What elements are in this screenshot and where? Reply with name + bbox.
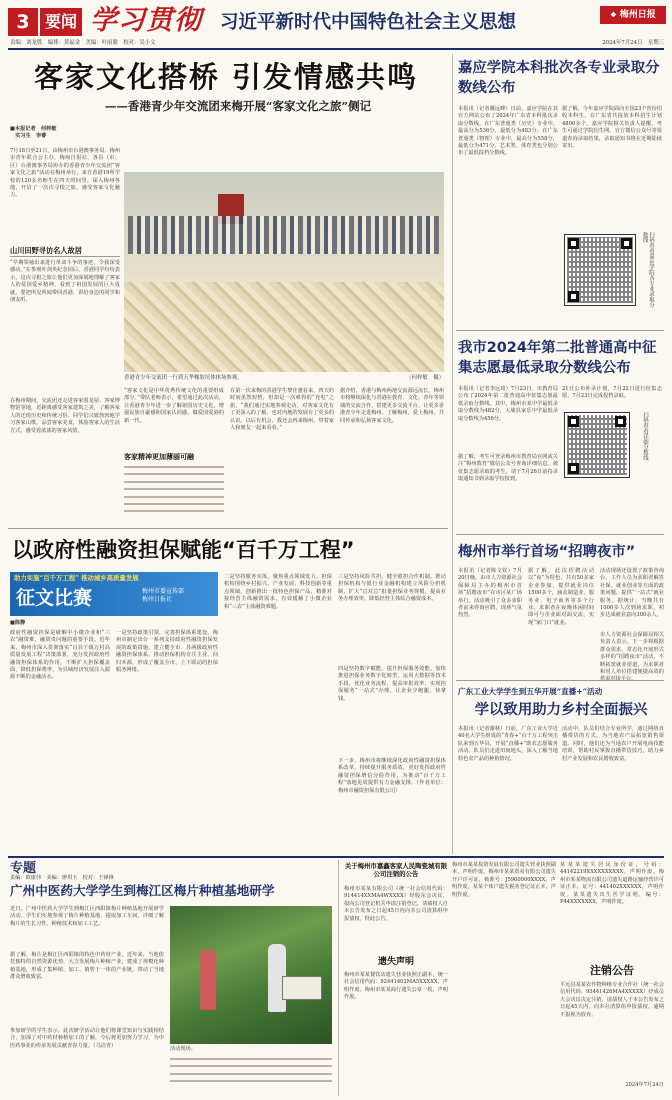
photo-caption-text: 香港青少年交流团一行到五华橡胶坑体体场参观。 (124, 375, 243, 381)
tcm-photo-person (200, 950, 216, 1010)
gdut-paragraph-1: 本报讯（记者谢林）日前，广东工业大学近40名大学生组成的“青春+”百千万工程突击队来到五华县，开展“直播+”助农志愿服务活动。队员们走进田间地头，深入了解当地特色农产品的种植情况。 (458, 726, 558, 762)
admission-title: 嘉应学院本科批次各专业录取分数线公布 (458, 60, 660, 96)
highschool-bottom-rule (456, 534, 664, 535)
paper-logo (600, 6, 666, 24)
lead-paragraph-5: 在第一次来梅的香港学生黎佳蕙看来，四天的时间虽然短暂，但却是一次难得的“充电”之旅，“我们通过实地参观走访，对客家文化有了更深入的了解，也对内地的发展有了更多的认识。以后有机会，我还会再来梅州，带着家人和朋友一起来看看。” (230, 388, 334, 432)
recruit-paragraph-2: 据了解，此次招聘活动以“夜”为特色，共有50多家企业参加，提供就业岗位1500多个，涵盖制造业、服务业、电子商务等多个行业。求职者在夜晚休闲时间即可与企业面对面交流，实现“家门口”就业。 (528, 568, 594, 626)
finance-paragraph-3: 二是坚持服务实体，聚焦重点领域发力。担保机构围绕乡村振兴、产业发展、科技创新等重点领域，创新推出一批特色担保产品，精准对接经营主体融资需求，有效缓解了小微企业和“三农”主体融资难题。 (224, 574, 332, 610)
lead-title: 客家文化搭桥 引发情感共鸣 (33, 60, 419, 94)
highschool-qr-code[interactable] (564, 412, 630, 478)
recruit-story (456, 538, 666, 678)
special-section-header (8, 860, 328, 880)
lead-paragraph-4: “客家文化是中华优秀传统文化的重要组成部分。”带队老师表示，希望通过此次活动，让香港青少年进一步了解祖国历史文化，增强民族自豪感和国家认同感，做爱国爱港的新一代。 (124, 388, 224, 424)
qr-finder (568, 463, 579, 474)
notice-liquidation-text: 梅州市某某有限公司（统一社会信用代码：914414XXMA4WXXXX）经股东会决议，拟向公司登记机关申请注销登记。请债权人自本公告发布之日起45日内向本公司清算组申报债权。特此公告。 (344, 886, 448, 922)
photo-crowd (128, 216, 440, 254)
tcm-photo-sign (282, 976, 322, 1000)
gdut-title-1: 广东工业大学学生到五华开展“直播+”活动 (458, 687, 603, 696)
lead-bottom-rule (8, 528, 448, 529)
lead-story (8, 54, 448, 524)
admission-qr-caption: 扫码查看嘉应学院各专业录取分数线 (641, 232, 654, 308)
masthead-rule (8, 48, 664, 50)
notice-date: 2024年7月24日 (625, 1082, 664, 1088)
highschool-story (456, 334, 666, 530)
editors-line: 责编：刘龙胜 编排：黄福金 美编：叶雨聪 校对：吴小文 (10, 40, 156, 46)
highschool-paragraph-1: 本报讯（记者李远琦）7月23日，市教育局公布了2024年第二批普通高中征集志愿最低录取分数线。其中，梅州市某中学最低录取分数线为482分，大埔县家乐中学最低录取分数线为456分。 (458, 386, 558, 422)
masthead (0, 0, 672, 48)
special-label: 专题 (10, 861, 37, 876)
tcm-story (8, 880, 334, 1096)
photo-credit: （何梓敏 摄） (406, 375, 444, 381)
finance-paragraph-1: 政府性融资担保是破解中小微企业和“三农”融资难、融资贵问题的重要手段。近年来，梅州市深入贯彻落实“百县千镇万村高质量发展工程”决策部署，充分发挥政府性融资担保体系的作用，不断扩大担保覆盖面，降低担保费率，为县域经济发展注入源源不断的金融活水。 (10, 630, 110, 681)
qr-finder (615, 416, 626, 427)
notices-rule (338, 860, 339, 1096)
contest-banner-org: 梅州市委宣传部 梅州日报社 (142, 588, 185, 603)
page-number-box (8, 8, 38, 36)
finance-byline: ■陈静 (10, 620, 26, 626)
lead-photo-caption (124, 374, 444, 382)
tcm-paragraph-2: 据了解，梅片是梅江区西阳镇的特色中药材产业。近年来，当地依托独特的自然资源优势，大力发展梅片种植产业，建成了规模化种植基地，形成了集种植、加工、销售于一体的产业链，带动了当地群众增收致富。 (10, 952, 164, 981)
notices (342, 860, 666, 1096)
lead-paragraph-1: 7月18日至21日，由梅州市台港澳事务局、梅州市青年联合会主办，梅州日报社、各县（市、区）台港澳事务局协办的香港青少年交流团“客家文化之旅”活动在梅州举行。来自香港19所学校的120多名师生在四天时间里，深入梅州各地，开启了一次次寻根之旅，感受客家文化魅力。 (10, 148, 120, 199)
banner-title: 习近平新时代中国特色社会主义思想 (220, 12, 517, 33)
qr-finder (568, 238, 579, 249)
lead-paragraph-6: 据介绍，香港与梅州两地交流源远流长，梅州市将继续深化与香港在教育、文化、青年等领域的交流合作，搭建更多交流平台，让更多香港青少年走进梅州、了解梅州、爱上梅州，共同传承和弘扬客家文化。 (340, 388, 444, 424)
notice-column-2: 梅州市某某投资发展有限公司遗失营业执照副本，声明作废。梅州市某某贸易有限公司遗失开户许可证，核准号：J5960000XXXX，声明作废。某某个体户遗失税务登记证正本，声明作废。 (452, 862, 556, 898)
qr-finder (568, 416, 579, 427)
essay-contest-banner (10, 572, 218, 616)
page-number: 3 (16, 11, 30, 33)
highschool-paragraph-2: 据了解，考生可登录梅州市教育局官网或关注“梅州教育”微信公众号查询详细信息。被征集志愿录取的考生，请于7月26日前持录取通知书到录取学校报到。 (458, 454, 558, 483)
recruit-bottom-rule (456, 680, 664, 681)
notice-dereg-text: 平远县某某农作物种植专业合作社（统一社会信用代码：93441426MA4XXXXX）经成员大会决议决定注销，请债权人于本公告发布之日起45天内，向本社清算组申报债权，逾期不报视为放弃。 (560, 982, 664, 1018)
paper-name: 梅州日报 (619, 10, 656, 20)
lead-subtitle: ——香港青少年交流团来梅开展“客家文化之旅”侧记 (104, 99, 372, 113)
contest-banner-main: 征文比赛 (16, 587, 93, 609)
admission-bottom-rule (456, 330, 664, 331)
lead-paragraph-3: 在梅州期间，交流团还走进客家围龙屋、客家博物馆等地，近距离感受客家建筑之美，了解客家人的迁徙历史和传统习俗。同学们兴致勃勃地学习客家山歌，品尝客家美食，体验客家人的生活方式，感受着浓浓的客家风情。 (10, 398, 120, 434)
finance-paragraph-6: 下一步，梅州市将继续深化政府性融资担保体系改革，持续提升服务质效，更好发挥政府性融资担保增信分险作用，为推动“百千万工程”落地见效提供有力金融支撑。（作者单位：梅州市融资担保有限公司） (338, 758, 446, 794)
tcm-body-continued (170, 1058, 332, 1094)
lead-subhead-1: 山川田野寻访名人故居 (10, 246, 120, 257)
finance-paragraph-4: 三是坚持风险共担，健全银担合作机制。推动担保机构与银行业金融机构建立风险分担机制，扩大“总对总”批量担保业务规模，提高业务办理效率，降低经营主体综合融资成本。 (338, 574, 446, 603)
qr-finder (568, 291, 579, 302)
gdut-title-2: 学以致用助力乡村全面振兴 (474, 702, 648, 718)
recruit-title: 梅州市举行首场“招聘夜市” (458, 544, 636, 560)
finance-story (8, 532, 448, 852)
gdut-story (456, 684, 666, 852)
date-line: 2024年7月24日 星期三 (602, 40, 664, 46)
finance-title: 以政府性融资担保赋能“百千万工程” (12, 538, 355, 562)
notice-lost-text: 梅州市某某餐饮店遗失营业执照正副本，统一社会信用代码：92441402MA5XXXXX，声明作废。梅州市某某商行遗失公章一枚，声明作废。 (344, 972, 448, 1001)
finance-paragraph-5: 四是坚持数字赋能，提升担保服务效能。加快推进担保业务数字化转型，运用大数据等技术手段，优化业务流程，提高审批效率，实现担保服务“一站式”办理，让企业少跑腿、快拿钱。 (338, 666, 446, 702)
admission-paragraph-1: 本报讯（记者戴远峰）日前，嘉应学院在其官方网站公布了2024年广东省本科批次录取分数线。在广东普通类（历史）专业中，最高分为536分，最低分为483分；在广东普通类（物理）专业中，最高分为558分，最低分为471分。艺术类、体育类也分别公布了最低投档分数线。 (458, 106, 558, 157)
highschool-qr-caption: 扫码查看详细分数线 (642, 412, 648, 461)
tcm-paragraph-3: 参加研学的学生表示，此次研学活动让他们将课堂知识与实践相结合，加深了对中药材种植加工的了解，今后将更加努力学习，为中医药事业的传承发展贡献青春力量。（马洁青） (10, 1028, 164, 1049)
recruit-paragraph-1: 本报讯（记者陈文钦）7月20日晚，由市人力资源社会保障局主办的梅州市首场“招聘夜市”在市区某广场举行。活动吸引了众多求职者前来咨询应聘，现场气氛热烈。 (458, 568, 522, 619)
recruit-paragraph-3: 活动现场还设置了政策咨询台，工作人员为求职者解答社保、就业创业等方面的政策问题，提供“一站式”就业服务。据统计，当晚共有1000多人次到场求职，初步达成就业意向300余人。 (600, 568, 664, 619)
notice-header-lost: 遗失声明 (377, 957, 414, 967)
qr-finder (621, 238, 632, 249)
photo-model (124, 282, 444, 372)
recruit-paragraph-4: 市人力资源社会保障局相关负责人表示，下一步将根据群众需求，常态化开展形式多样的“招聘夜市”活动，不断拓宽就业渠道，为求职者和用人单位搭建便捷高效的 (600, 632, 664, 676)
section-label: 要闻 (40, 8, 82, 36)
admission-qr-code[interactable] (564, 234, 636, 306)
calligraphy-title: 学习贯彻 (90, 5, 202, 36)
lead-byline: ■本报记者 何梓敏 实习生 李睿 (10, 126, 57, 140)
finance-paragraph-2: 一是坚持政策引领，完善担保体系建设。梅州市制定出台一系列支持政府性融资担保发展的政策措施，建立健全市、县两级政府性融资担保体系，推动担保机构专注主业、回归本源，形成了覆盖全市、上下联动的担保服务网络。 (116, 630, 218, 674)
flag-icon: ❖ (610, 10, 617, 19)
tcm-title: 广州中医药大学学生到梅江区梅片种植基地研学 (10, 883, 275, 898)
special-editors: 责编：欧康伟 美编：廖琪玉 校对：王锋锋 (10, 875, 114, 881)
tcm-photo-caption: 活动现场。 (170, 1046, 196, 1052)
notice-header-liquidation: 关于梅州市嘉鑫客家人民陶瓷城有限公司注销的公告 (344, 862, 448, 879)
gdut-paragraph-2: 活动中，队员们结合专业所学，通过网络直播带货的方式，为当地农产品拓宽销售渠道。同时，他们还为当地农户开展电商技能培训，帮助村民掌握直播带货技巧，助力乡村产业发展和农民增收致富。 (562, 726, 664, 762)
lead-photo (124, 172, 444, 372)
lead-paragraph-2: “早期领袖出来进行革命斗争的事迹，令我深受感动。”在参观叶剑英纪念园后，香港同学纷纷表示，这次寻根之旅让他们更加深刻地理解了客家人的爱国爱乡精神，看到了祖国发展的巨大成就，要把所见所闻带回香港，讲给身边的同学和朋友听。 (10, 260, 120, 304)
admission-paragraph-2: 据了解，今年嘉应学院面向全国23个省份招收本科生，在广东省共投放本科招生计划4800多个。嘉应学院相关负责人提醒，考生可通过学院招生网、官方微信公众号等渠道查询录取结果，录取通知书将在近期陆续寄出。 (562, 106, 662, 150)
special-top-rule (8, 856, 664, 858)
contest-banner-top: 助力实施“百千万工程” 推动城乡高质量发展 (14, 574, 139, 582)
highschool-title: 我市2024年第二批普通高中征集志愿最低录取分数线公布 (458, 340, 657, 376)
tcm-photo (170, 906, 332, 1044)
admission-story (456, 54, 666, 326)
lead-subhead-2: 客家精神更加薄丽可融 (124, 452, 194, 461)
notice-header-dereg: 注销公告 (590, 964, 634, 977)
highschool-paragraph-3: 21日公布补录计划，7月22日进行征集志愿，7月23日完成投档录取。 (562, 386, 662, 400)
tcm-paragraph-1: 近日，广州中医药大学学生到梅江区西阳镇梅片种植基地开展研学活动。学生们实地参观了梅片种植基地、提取加工车间，详细了解梅片的生长习性、种植技术和加工工艺。 (10, 906, 164, 927)
column-rule-right (452, 54, 453, 854)
notice-column-3: 某某某遗失居民身份证，号码：44142219XXXXXXXXXX，声明作废。梅州市某某物流有限公司遗失道路运输经营许可证正本，证号：441402XXXXXX，声明作废。某某遗失出生医学证明，编号：P44XXXXXXX，声明作废。 (560, 862, 664, 906)
lead-body-continued (124, 466, 224, 518)
